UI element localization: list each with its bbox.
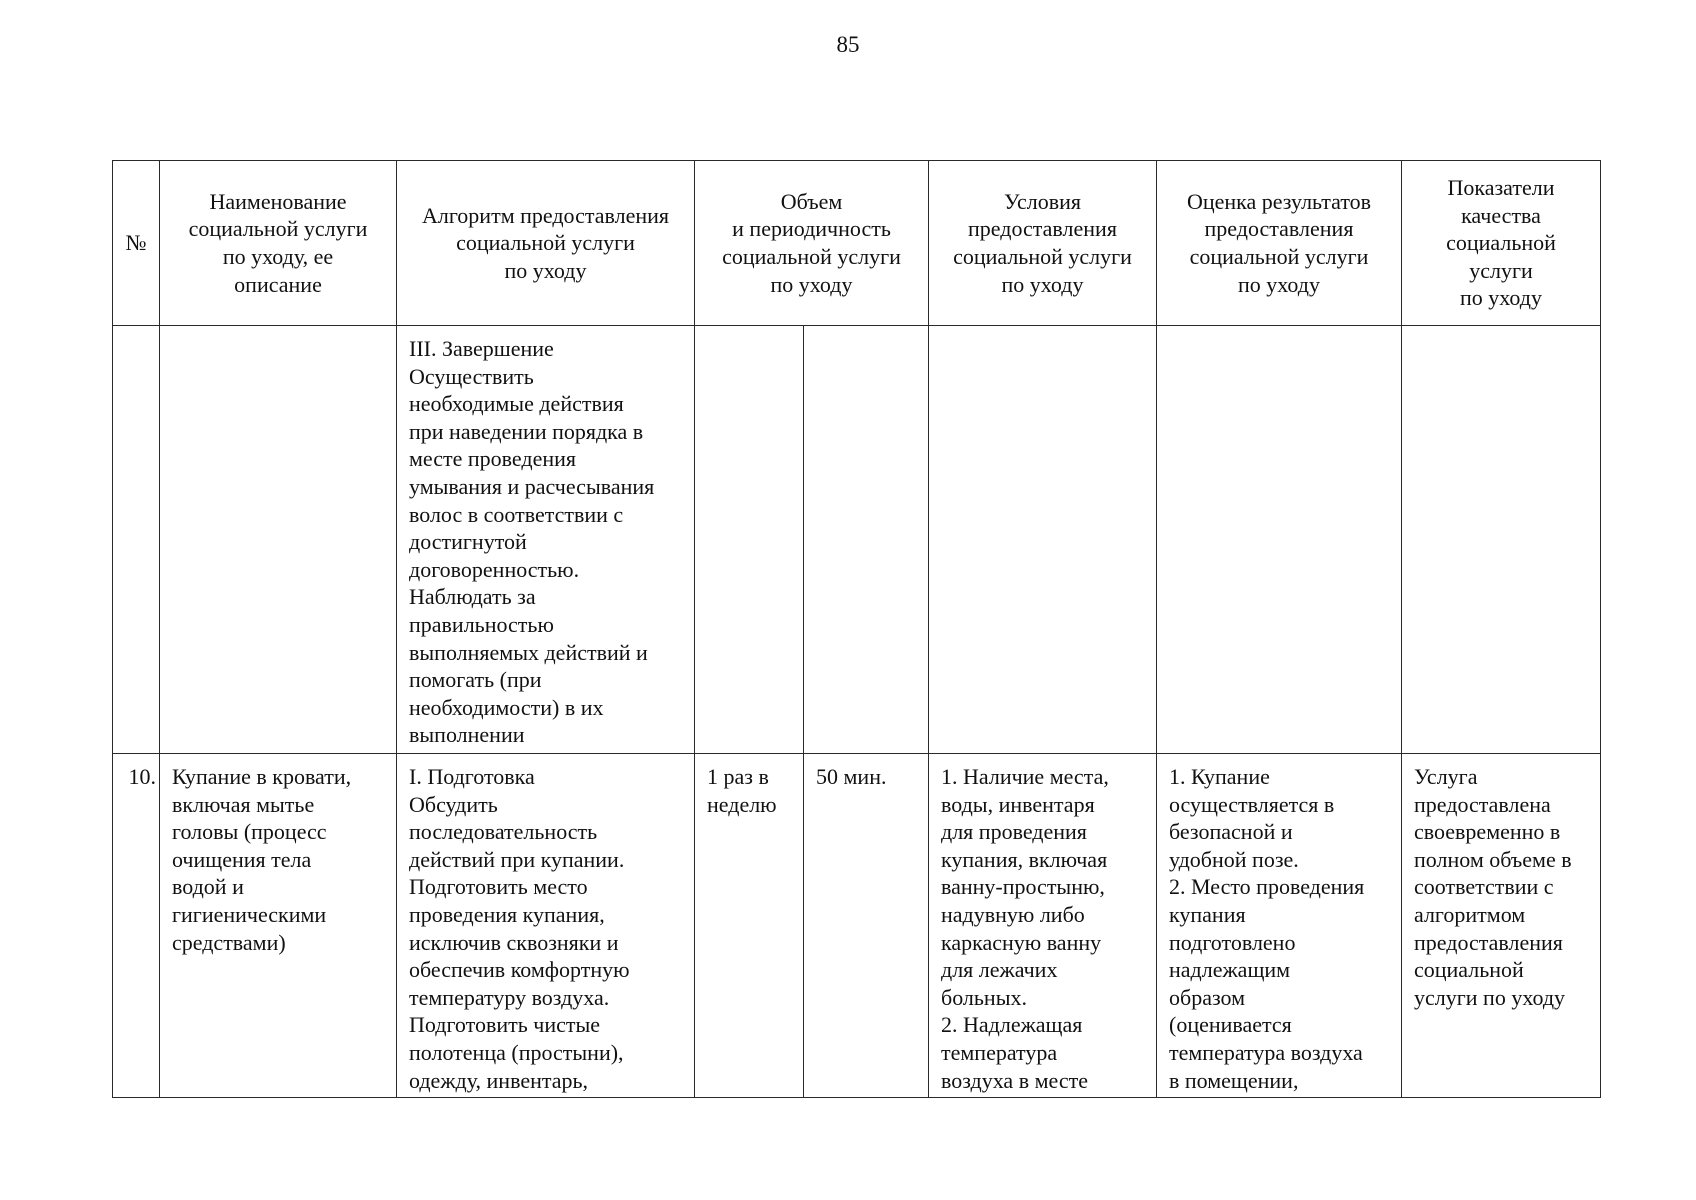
header-algorithm: Алгоритм предоставления социальной услуги по уходу bbox=[397, 161, 695, 326]
header-volume-periodicity: Объем и периодичность социальной услуги по уходу bbox=[695, 161, 929, 326]
cell-conditions: 1. Наличие места, воды, инвентаря для проведения купания, включая ванну-простыню, надувную либо каркасную ванну для лежачих больных. 2. Надлежащая температура воздуха в месте bbox=[929, 754, 1157, 1098]
cell-algorithm: III. Завершение Осуществить необходимые действия при наведении порядка в месте проведения умывания и расчесывания волос в соответствии с достигнутой договоренностью. Наблюдать за правильностью выполняемых действий и помогать (при необходимости) в их выполнении bbox=[397, 326, 695, 754]
cell-duration: 50 мин. bbox=[804, 754, 929, 1098]
cell-service-name bbox=[160, 326, 397, 754]
cell-conditions bbox=[929, 326, 1157, 754]
cell-periodicity: 1 раз в неделю bbox=[695, 754, 804, 1098]
cell-num bbox=[113, 326, 160, 754]
cell-num: 10. bbox=[113, 754, 160, 1098]
table-row bbox=[113, 754, 1601, 1098]
header-conditions: Условия предоставления социальной услуги по уходу bbox=[929, 161, 1157, 326]
cell-service-name: Купание в кровати, включая мытье головы (процесс очищения тела водой и гигиеническими средствами) bbox=[160, 754, 397, 1098]
cell-quality: Услуга предоставлена своевременно в полном объеме в соответствии с алгоритмом предоставления социальной услуги по уходу bbox=[1402, 754, 1601, 1098]
social-services-table bbox=[112, 160, 1601, 1098]
cell-evaluation bbox=[1157, 326, 1402, 754]
cell-algorithm: I. Подготовка Обсудить последовательность действий при купании. Подготовить место проведения купания, исключив сквозняки и обеспечив комфортную температуру воздуха. Подготовить чистые полотенца (простыни), одежду, инвентарь, bbox=[397, 754, 695, 1098]
cell-quality bbox=[1402, 326, 1601, 754]
table-row bbox=[113, 326, 1601, 754]
cell-periodicity bbox=[695, 326, 804, 754]
page-number: 85 bbox=[836, 32, 860, 57]
header-service-name: Наименование социальной услуги по уходу, ее описание bbox=[160, 161, 397, 326]
header-quality: Показатели качества социальной услуги по уходу bbox=[1402, 161, 1601, 326]
table-header-row bbox=[113, 161, 1601, 326]
cell-evaluation: 1. Купание осуществляется в безопасной и удобной позе. 2. Место проведения купания подготовлено надлежащим образом (оценивается температура воздуха в помещении, bbox=[1157, 754, 1402, 1098]
cell-duration bbox=[804, 326, 929, 754]
header-num: № bbox=[113, 161, 160, 326]
header-evaluation: Оценка результатов предоставления социальной услуги по уходу bbox=[1157, 161, 1402, 326]
